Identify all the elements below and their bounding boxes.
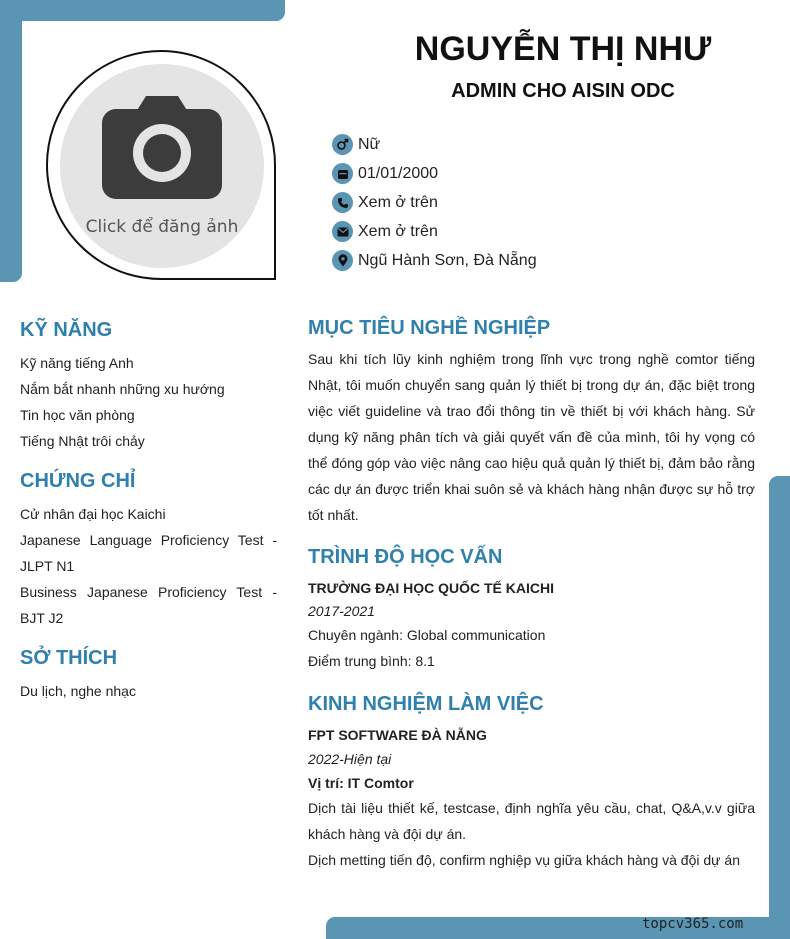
contact-address	[332, 246, 537, 275]
list-item: Tiếng Nhật trôi chảy	[20, 433, 145, 449]
education-major: Chuyên ngành: Global communication	[308, 627, 546, 643]
duty-item: Dịch metting tiến độ, confirm nghiệp vụ giữa khách hàng và đội dự án	[308, 852, 740, 868]
camera-icon	[100, 94, 224, 204]
list-item: Cử nhân đại học Kaichi	[20, 506, 166, 522]
contact-info	[332, 130, 537, 275]
contact-birthday	[332, 159, 537, 188]
company-name: FPT SOFTWARE ĐÀ NẴNG	[308, 727, 487, 743]
gender-text: Nữ	[358, 135, 381, 153]
position-title: Vị trí: IT Comtor	[308, 775, 414, 791]
education-block	[308, 576, 755, 674]
watermark: topcv365.com	[642, 916, 744, 932]
location-icon	[332, 250, 353, 271]
experience-heading: KINH NGHIỆM LÀM VIỆC	[308, 693, 544, 715]
avatar-frame	[46, 50, 276, 280]
skills-heading: KỸ NĂNG	[20, 319, 113, 341]
job-title: ADMIN CHO AISIN ODC	[451, 80, 675, 102]
objective-heading: MỤC TIÊU NGHỀ NGHIỆP	[308, 317, 551, 339]
hobbies-heading: SỞ THÍCH	[20, 647, 118, 669]
list-item: Business Japanese Proficiency Test - BJT J2	[20, 584, 277, 626]
decor-frame-right	[769, 476, 790, 939]
list-item: Du lịch, nghe nhạc	[20, 683, 136, 699]
experience-block	[308, 723, 755, 873]
decor-frame-top	[0, 0, 285, 21]
calendar-icon	[332, 163, 353, 184]
certificates-heading: CHỨNG CHỈ	[20, 470, 136, 492]
list-item: Tin học văn phòng	[20, 407, 135, 423]
address-text: Ngũ Hành Sơn, Đà Nẵng	[358, 251, 537, 269]
skills-list	[20, 350, 280, 454]
objective-text: Sau khi tích lũy kinh nghiệm trong lĩnh vực trong nghề comtor tiếng Nhật, tôi muốn chuyển sang quản lý thiết bị trong dự án, đặc biệt trong việc viết guideline và trao đổi thông tin về thiết bị với khách hàng. Sử dụng kỹ năng phân tích và giải quyết vấn đề của mình, tôi hy vọng có thể đóng góp vào việc nâng cao hiệu quả quản lý thiết bị, đảm bảo rằng các dự án được triển khai suôn sẻ và khách hàng nhận được sự hỗ trợ tốt nhất.	[308, 351, 755, 523]
education-period: 2017-2021	[308, 603, 375, 619]
full-name: NGUYỄN THỊ NHƯ	[414, 30, 712, 68]
experience-period: 2022-Hiện tại	[308, 751, 392, 767]
upload-photo-label: Click để đăng ảnh	[85, 217, 239, 237]
education-gpa: Điểm trung bình: 8.1	[308, 653, 435, 669]
school-name: TRƯỜNG ĐẠI HỌC QUỐC TẾ KAICHI	[308, 580, 554, 596]
duty-item: Dịch tài liệu thiết kế, testcase, định nghĩa yêu cầu, chat, Q&A,v.v giữa khách hàng và đội dự án.	[308, 800, 755, 842]
list-item: Nắm bắt nhanh những xu hướng	[20, 381, 225, 397]
phone-text: Xem ở trên	[358, 193, 438, 211]
email-icon	[332, 221, 353, 242]
list-item: Kỹ năng tiếng Anh	[20, 355, 134, 371]
decor-frame-left	[0, 0, 22, 282]
hobbies-list	[20, 678, 280, 704]
contact-gender	[332, 130, 537, 159]
birthday-text: 01/01/2000	[358, 164, 439, 182]
phone-icon	[332, 192, 353, 213]
avatar-upload[interactable]	[60, 64, 264, 268]
gender-icon	[332, 134, 353, 155]
contact-phone	[332, 188, 537, 217]
list-item: Japanese Language Proficiency Test - JLPT N1	[20, 532, 277, 574]
contact-email	[332, 217, 537, 246]
education-heading: TRÌNH ĐỘ HỌC VẤN	[308, 546, 503, 568]
certificates-list	[20, 501, 277, 631]
email-text: Xem ở trên	[358, 222, 438, 240]
